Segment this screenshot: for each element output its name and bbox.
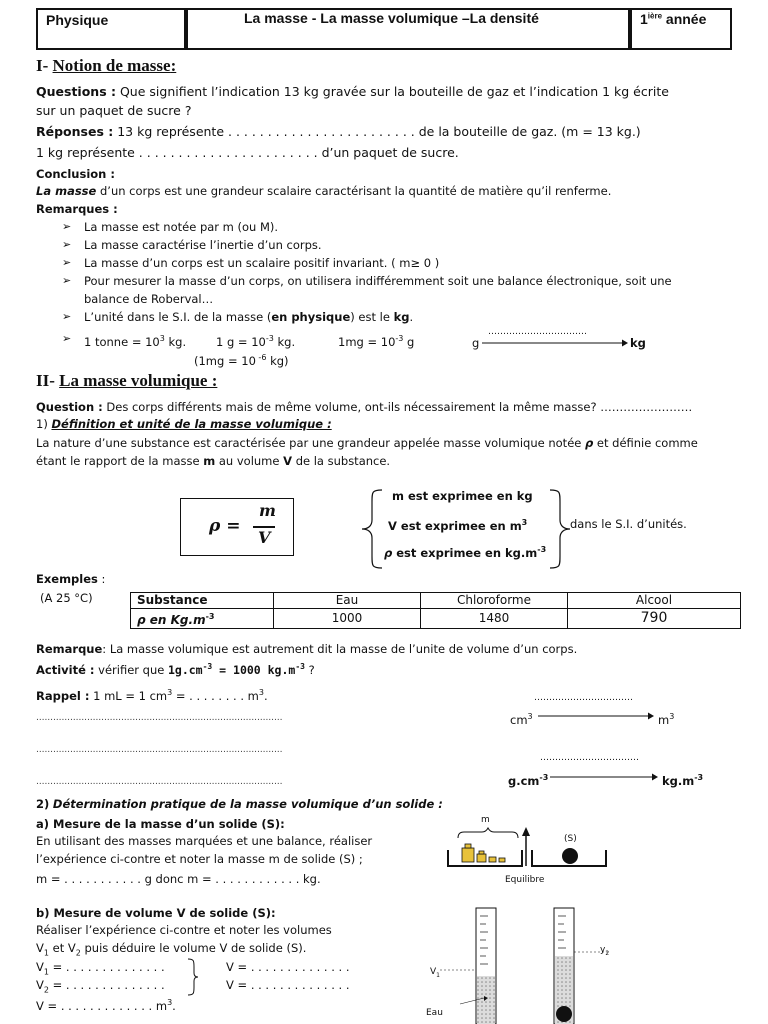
conclusion-label: Conclusion : bbox=[36, 167, 115, 181]
def1-end: et définie comme bbox=[596, 436, 698, 450]
header-subject: Physique bbox=[46, 12, 109, 28]
v1-a: V bbox=[36, 941, 44, 955]
arrow-bullet-icon: ➢ bbox=[62, 238, 72, 251]
reponses-label: Réponses : bbox=[36, 124, 114, 139]
g-label: g bbox=[472, 336, 480, 350]
conclusion-text bbox=[36, 183, 611, 199]
volume-measure-title: b) Mesure de volume V de solide (S): bbox=[36, 906, 276, 920]
gcm-exp: -3 bbox=[539, 773, 549, 782]
unit-volume-exp: 3 bbox=[521, 518, 528, 527]
v2-b: et V bbox=[48, 941, 76, 955]
reponses-line2: 1 kg représente . . . . . . . . . . . . . . . . . . . . . . . d’un paquet de sucre. bbox=[36, 145, 459, 160]
header-title: La masse - La masse volumique –La densité bbox=[244, 10, 539, 26]
remark-5-d: kg bbox=[393, 310, 410, 324]
rappel-c: . bbox=[263, 688, 268, 703]
table-row-label bbox=[131, 609, 274, 629]
conv-mg-unit: g bbox=[403, 334, 415, 349]
density-table bbox=[130, 592, 741, 629]
conv-mgkg-unit: kg) bbox=[266, 353, 289, 368]
header-subject-box bbox=[36, 8, 186, 50]
remarque-text: : La masse volumique est autrement dit la masse de l’unite de volume d’un corps. bbox=[102, 642, 578, 656]
volume-measure-line1: Réaliser l’expérience ci-contre et noter les volumes bbox=[36, 923, 332, 937]
conversion-tonne bbox=[84, 331, 186, 350]
conversion-gram bbox=[216, 331, 295, 350]
kg-label: kg bbox=[630, 336, 646, 350]
activite-text: vérifier que bbox=[98, 662, 165, 677]
s2-sub1-heading bbox=[36, 416, 332, 432]
balance-figure bbox=[440, 822, 620, 872]
right-brace-icon bbox=[548, 488, 572, 570]
mass-measure-line3: m = . . . . . . . . . . . g donc m = . . . . . . . . . . . . kg. bbox=[36, 872, 321, 886]
section2-title: La masse volumique : bbox=[59, 371, 218, 390]
s3-number: 2) bbox=[36, 797, 50, 811]
v2-label-sub: 2 bbox=[43, 985, 49, 995]
table-row-label-exp: -3 bbox=[205, 612, 215, 621]
conversion-mg bbox=[338, 331, 414, 350]
fig-v2-text: y bbox=[600, 945, 606, 955]
remarque-label: Remarque bbox=[36, 642, 103, 656]
header-year-box bbox=[630, 8, 732, 50]
section1-title: Notion de masse bbox=[52, 56, 171, 75]
def2-c: de la substance. bbox=[295, 454, 391, 468]
activite-d: ? bbox=[304, 662, 315, 677]
remark-5 bbox=[84, 309, 413, 325]
header-year bbox=[640, 11, 706, 27]
table-header-cell: Alcool bbox=[568, 593, 741, 609]
table-cell: 1000 bbox=[274, 609, 421, 629]
v-result-2: V = . . . . . . . . . . . . . . bbox=[226, 978, 350, 992]
v-dot: . bbox=[172, 998, 176, 1013]
section2-number: II- bbox=[36, 371, 55, 390]
year-sup: ière bbox=[647, 11, 663, 21]
def1-text: La nature d’une substance est caractérisée par une grandeur appelée masse volumique notée bbox=[36, 436, 582, 450]
definition-line2 bbox=[36, 453, 390, 469]
arrow-bullet-icon: ➢ bbox=[62, 310, 72, 323]
m3-exp: 3 bbox=[669, 712, 675, 721]
fig-v1-text: V bbox=[430, 967, 437, 977]
table-row bbox=[131, 593, 741, 609]
cm3-exp: 3 bbox=[527, 712, 533, 721]
m3-label bbox=[658, 709, 674, 728]
v1-label-sub: 1 bbox=[43, 967, 49, 977]
definition-line1 bbox=[36, 435, 698, 451]
def2-b: au volume bbox=[218, 454, 280, 468]
conv-mgkg-exp: -6 bbox=[255, 353, 267, 362]
remark-5-c: ) est le bbox=[350, 310, 390, 324]
cm3-label bbox=[510, 709, 533, 728]
formula-denominator: V bbox=[258, 528, 271, 547]
kgm-exp: -3 bbox=[694, 773, 704, 782]
fig-v1-sub: 1 bbox=[436, 971, 440, 979]
activite-b: 1g.cm bbox=[167, 662, 203, 677]
answer-dotted-line: …………………………………………………………………………… bbox=[36, 713, 283, 723]
s2-question-text: Des corps différents mais de même volume, ont-ils nécessairement la même masse? …………………… bbox=[106, 400, 693, 414]
g-kg-arrow-icon bbox=[482, 338, 628, 348]
gcm-label bbox=[508, 770, 548, 789]
conv-tonne-unit: kg. bbox=[164, 334, 187, 349]
remark-1: La masse est notée par m (ou M). bbox=[84, 220, 279, 234]
si-units-note: dans le S.I. d’unités. bbox=[570, 517, 687, 531]
rappel-line bbox=[36, 685, 268, 704]
mass-measure-title: a) Mesure de la masse d’un solide (S): bbox=[36, 817, 285, 831]
fig-mass-label: m bbox=[481, 815, 490, 825]
section1-colon: : bbox=[170, 56, 177, 75]
reponse-text-1: 13 kg représente . . . . . . . . . . . . . . . . . . . . . . . . de la bouteille de gaz. (m = 13 kg.) bbox=[117, 124, 641, 139]
cm3-text: cm bbox=[510, 712, 528, 727]
temperature-note: (A 25 °C) bbox=[40, 591, 93, 605]
question-text-1: Que signifient l’indication 13 kg gravée sur la bouteille de gaz et l’indication 1 kg écrite bbox=[119, 84, 669, 99]
remark-4a: Pour mesurer la masse d’un corps, on utilisera indifféremment soit une balance électronique, soit une bbox=[84, 274, 672, 288]
v1-sub: 1 bbox=[43, 948, 49, 958]
m3-text: m bbox=[658, 712, 670, 727]
remark-4b: balance de Roberval… bbox=[84, 292, 214, 306]
year-word: année bbox=[665, 11, 707, 27]
graduated-cylinders-figure bbox=[440, 904, 610, 1024]
fig-v2-sub: 2 bbox=[605, 949, 610, 957]
conv-mg-exp: -3 bbox=[395, 334, 404, 343]
answer-dotted-line: …………………………………………………………………………… bbox=[36, 745, 283, 755]
arrow-bullet-icon: ➢ bbox=[62, 256, 72, 269]
year-number: 1 bbox=[640, 11, 648, 27]
conv-gram-exp: -3 bbox=[265, 334, 274, 343]
mass-measure-line2: l’expérience ci-contre et noter la masse m de solide (S) ; bbox=[36, 852, 363, 866]
table-cell: 790 bbox=[568, 609, 741, 629]
activite-b-exp: -3 bbox=[202, 662, 213, 671]
arrow-bullet-icon: ➢ bbox=[62, 220, 72, 233]
remark-5-b: en physique bbox=[271, 310, 351, 324]
mass-measure-line1: En utilisant des masses marquées et une balance, réaliser bbox=[36, 834, 373, 848]
table-row-label-text: ρ en Kg.m bbox=[137, 613, 206, 627]
activite-label: Activité : bbox=[36, 662, 95, 677]
v-result-1: V = . . . . . . . . . . . . . . bbox=[226, 960, 350, 974]
v-answer bbox=[36, 995, 176, 1014]
unit-mass: m est exprimee en kg bbox=[392, 489, 533, 503]
reponses-line1 bbox=[36, 124, 641, 140]
rappel-a: 1 mL = 1 cm bbox=[93, 688, 168, 703]
v-c: puis déduire le volume V de solide (S). bbox=[80, 941, 307, 955]
table-cell: 1480 bbox=[421, 609, 568, 629]
remark-2: La masse caractérise l’inertie d’un corps. bbox=[84, 238, 322, 252]
cm3-m3-arrow-icon bbox=[538, 711, 654, 721]
unit-volume-text: V est exprimee en m bbox=[388, 518, 522, 533]
fig-solid-label: (S) bbox=[564, 834, 577, 844]
section1-number: I- bbox=[36, 56, 49, 75]
arrow-bullet-icon: ➢ bbox=[62, 274, 72, 287]
rappel-b-exp: 3 bbox=[258, 688, 264, 697]
v1-dots: = . . . . . . . . . . . . . . bbox=[48, 960, 165, 974]
s3-title: Détermination pratique de la masse volumique d’un solide : bbox=[52, 797, 443, 811]
activite-c: = 1000 kg.m bbox=[212, 662, 296, 677]
left-brace-icon bbox=[360, 488, 384, 570]
s2-question-label: Question : bbox=[36, 400, 103, 414]
gcm-kgm-arrow-icon bbox=[550, 772, 658, 782]
gcm-text: g.cm bbox=[508, 773, 540, 788]
conv-gram-unit: kg. bbox=[273, 334, 296, 349]
conv-tonne-exp: 3 bbox=[159, 334, 165, 343]
def2-v: V bbox=[283, 454, 293, 468]
unit-density-exp: -3 bbox=[537, 545, 547, 554]
s2-question bbox=[36, 399, 692, 415]
right-brace-icon bbox=[186, 957, 200, 997]
conv-tonne-a: 1 tonne = 10 bbox=[84, 334, 160, 349]
conv-mg-a: 1mg = 10 bbox=[338, 334, 396, 349]
remark-5-e: . bbox=[409, 310, 414, 324]
activite-c-exp: -3 bbox=[295, 662, 305, 671]
table-header-cell: Substance bbox=[131, 593, 274, 609]
arrow-bullet-icon: ➢ bbox=[62, 332, 72, 345]
remark-5-a: L’unité dans le S.I. de la masse ( bbox=[84, 310, 272, 324]
def2-a: étant le rapport de la masse bbox=[36, 454, 200, 468]
v-dots: V = . . . . . . . . . . . . . m bbox=[36, 998, 168, 1013]
v2-dots: = . . . . . . . . . . . . . . bbox=[48, 978, 165, 992]
v1-label: V bbox=[36, 960, 44, 974]
exemples-colon: : bbox=[101, 572, 106, 586]
g-kg-dots: …………………………… bbox=[488, 327, 587, 337]
kgm-label bbox=[662, 770, 703, 789]
activite-line bbox=[36, 659, 315, 678]
kgm-text: kg.m bbox=[662, 773, 695, 788]
s3-heading bbox=[36, 796, 443, 812]
questions-line2: sur un paquet de sucre ? bbox=[36, 103, 192, 118]
fig-v1-label bbox=[430, 964, 440, 984]
density-formula-box bbox=[180, 498, 294, 556]
v-exp: 3 bbox=[167, 998, 173, 1007]
v2-sub: 2 bbox=[75, 948, 81, 958]
conversion-mg-kg bbox=[194, 350, 289, 369]
v2-label: V bbox=[36, 978, 44, 992]
unit-volume bbox=[388, 515, 527, 534]
conclusion-rest: d’un corps est une grandeur scalaire caractérisant la quantité de matière qu’il renferme. bbox=[99, 184, 612, 198]
conv-gram-a: 1 g = 10 bbox=[216, 334, 266, 349]
fig-equilibrium-label: Equilibre bbox=[505, 875, 545, 885]
questions-line1 bbox=[36, 84, 669, 100]
conv-mgkg-a: (1mg = 10 bbox=[194, 353, 256, 368]
section1-heading bbox=[36, 58, 176, 74]
questions-label: Questions : bbox=[36, 84, 116, 99]
rappel-label: Rappel : bbox=[36, 688, 90, 703]
table-header-cell: Eau bbox=[274, 593, 421, 609]
table-header-cell: Chloroforme bbox=[421, 593, 568, 609]
header-title-box bbox=[186, 8, 630, 50]
answer-dotted-line: …………………………………………………………………………… bbox=[36, 777, 283, 787]
unit-density-rho: ρ bbox=[384, 545, 393, 560]
exemples-text: Exemples bbox=[36, 572, 98, 586]
conclusion-bold: La masse bbox=[36, 184, 97, 198]
fig-water-label: Eau bbox=[426, 1008, 443, 1018]
remarque-line bbox=[36, 641, 577, 657]
rappel-b: = . . . . . . . . m bbox=[172, 688, 259, 703]
remarques-label: Remarques : bbox=[36, 202, 118, 216]
rappel-a-exp: 3 bbox=[167, 688, 173, 697]
gcm-kgm-dots: …………………………… bbox=[540, 753, 639, 763]
table-row bbox=[131, 609, 741, 629]
formula-numerator: m bbox=[259, 501, 276, 520]
unit-density-text: est exprimee en kg.m bbox=[392, 545, 538, 560]
cm3-m3-dots: …………………………… bbox=[534, 693, 633, 703]
section2-heading bbox=[36, 373, 217, 389]
formula-lhs: ρ = bbox=[209, 516, 241, 536]
def2-m: m bbox=[203, 454, 216, 468]
def1-rho: ρ bbox=[585, 436, 594, 450]
unit-density bbox=[384, 542, 546, 561]
sub1-title: Définition et unité de la masse volumique : bbox=[51, 417, 332, 431]
sub1-number: 1) bbox=[36, 417, 48, 431]
remark-3: La masse d’un corps est un scalaire positif invariant. ( m≥ 0 ) bbox=[84, 256, 440, 270]
exemples-label bbox=[36, 571, 105, 587]
